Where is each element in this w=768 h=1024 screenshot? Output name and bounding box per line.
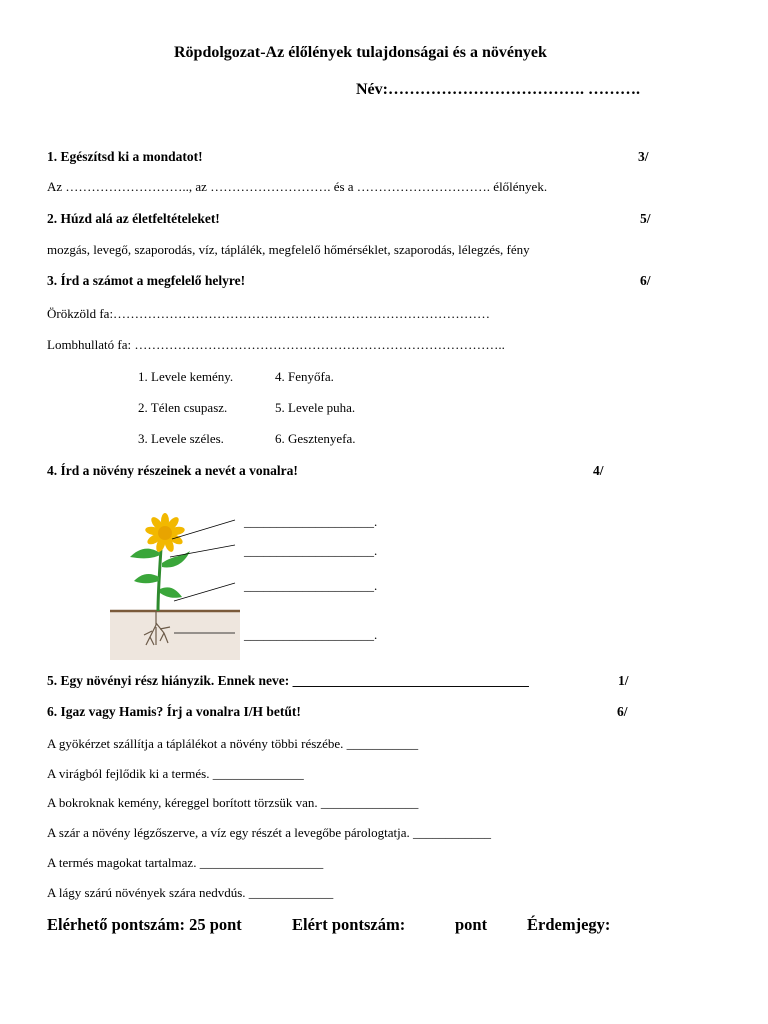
true-false-statement[interactable]: A virágból fejlődik ki a termés. ______________ — [47, 766, 304, 781]
question-3-label: 3. Írd a számot a megfelelő helyre! — [47, 273, 246, 288]
achieved-points: Elért pontszám: — [292, 915, 406, 934]
points-unit: pont — [455, 915, 488, 934]
option-item: 4. Fenyőfa. — [275, 369, 334, 384]
evergreen-line[interactable]: Örökzöld fa:…………………………………………………………………………… — [47, 306, 491, 321]
question-1-label: 1. Egészítsd ki a mondatot! — [47, 149, 203, 164]
plant-illustration — [100, 505, 260, 660]
grade-label: Érdemjegy: — [527, 915, 611, 934]
option-item: 3. Levele széles. — [138, 431, 224, 446]
true-false-statement[interactable]: A lágy szárú növények szára nedvdús. _____________ — [47, 885, 334, 900]
plant-part-blank[interactable]: ____________________. — [244, 627, 378, 642]
true-false-statement[interactable]: A szár a növény légzőszerve, a víz egy részét a levegőbe párologtatja. ____________ — [47, 825, 491, 840]
option-item: 6. Gesztenyefa. — [275, 431, 356, 446]
soil — [110, 610, 240, 660]
name-field[interactable]: Név:………………………………. ………. — [356, 81, 640, 98]
question-1-points: 3/ — [638, 149, 649, 164]
option-item: 5. Levele puha. — [275, 400, 356, 415]
pointer-line — [174, 583, 235, 601]
question-2-points: 5/ — [640, 211, 651, 226]
true-false-statement[interactable]: A bokroknak kemény, kéreggel borított törzsük van. _______________ — [47, 795, 419, 810]
page-title: Röpdolgozat-Az élőlények tulajdonságai és a növények — [174, 44, 547, 61]
question-6-points: 6/ — [617, 704, 628, 719]
leaf — [160, 587, 182, 597]
flower — [145, 513, 186, 553]
leaf — [162, 551, 190, 567]
question-1-sentence[interactable]: Az ……………………….., az ………………………. és a …………………………. élőlények. — [47, 179, 548, 194]
option-item: 2. Télen csupasz. — [138, 400, 228, 415]
true-false-statement[interactable]: A termés magokat tartalmaz. ___________________ — [47, 855, 324, 870]
max-points: Elérhető pontszám: 25 pont — [47, 915, 242, 934]
true-false-statement[interactable]: A gyökérzet szállítja a táplálékot a növény többi részébe. ___________ — [47, 736, 419, 751]
deciduous-line[interactable]: Lombhullató fa: ………………………………………………………………………….. — [47, 337, 505, 352]
option-item: 1. Levele kemény. — [138, 369, 234, 384]
question-5-label[interactable]: 5. Egy növényi rész hiányzik. Ennek neve: ___________________________________ — [47, 673, 529, 688]
pointer-line — [170, 545, 235, 557]
plant-part-blank[interactable]: ____________________. — [244, 578, 378, 593]
question-4-points: 4/ — [593, 463, 604, 478]
question-2-label: 2. Húzd alá az életfeltételeket! — [47, 211, 220, 226]
leaf — [130, 549, 160, 559]
plant-part-blank[interactable]: ____________________. — [244, 543, 378, 558]
question-6-label: 6. Igaz vagy Hamis? Írj a vonalra I/H betűt! — [47, 704, 301, 719]
leaf — [134, 574, 159, 583]
question-4-label: 4. Írd a növény részeinek a nevét a vonalra! — [47, 463, 298, 478]
plant-part-blank[interactable]: ____________________. — [244, 514, 378, 529]
question-2-words[interactable]: mozgás, levegő, szaporodás, víz, táplálék, megfelelő hőmérséklet, szaporodás, lélegzés, fény — [47, 242, 530, 257]
question-5-points: 1/ — [618, 673, 629, 688]
question-3-points: 6/ — [640, 273, 651, 288]
